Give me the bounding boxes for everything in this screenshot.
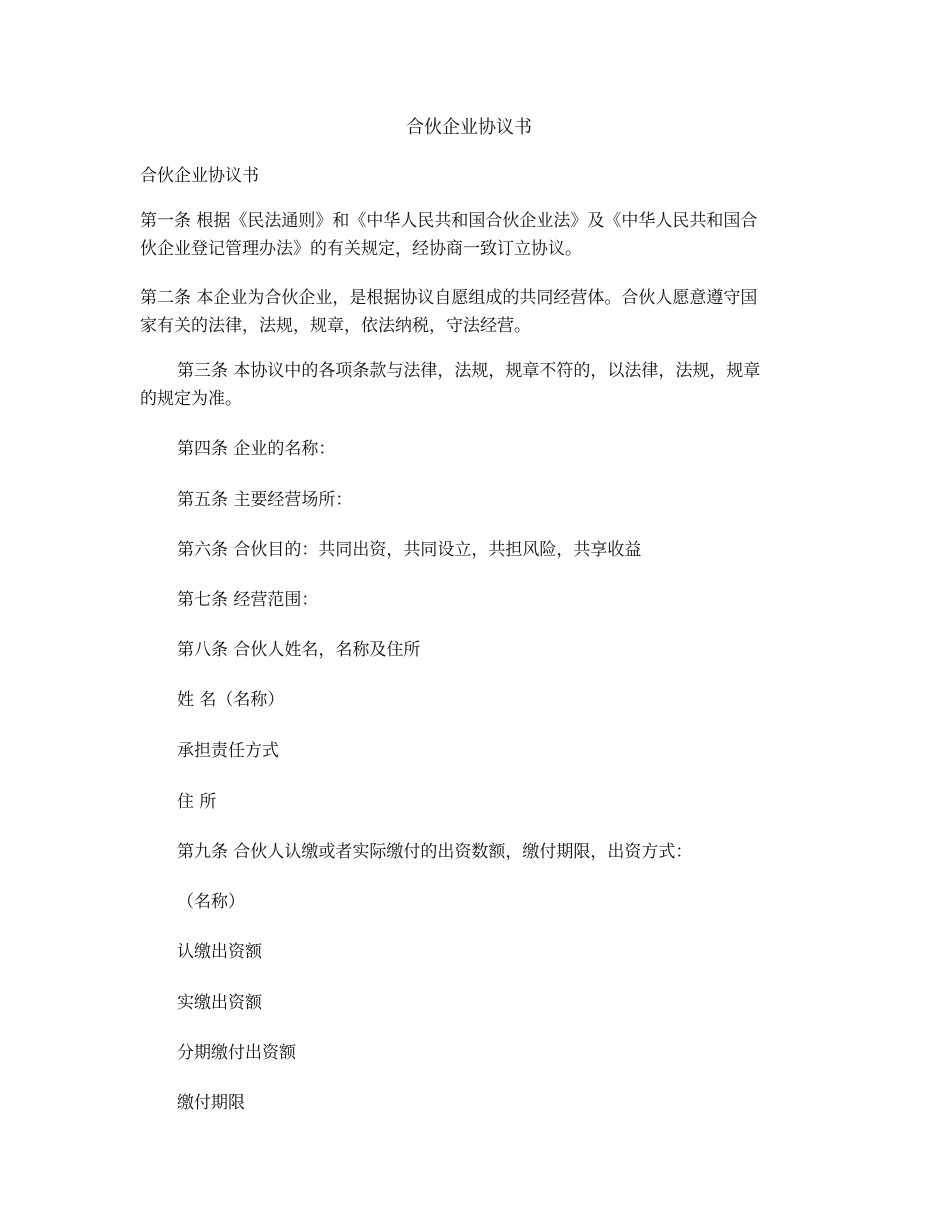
article-3: 第三条 本协议中的各项条款与法律，法规，规章不符的，以法律，法规，规章的规定为准。 xyxy=(140,361,761,409)
article-4: 第四条 企业的名称： xyxy=(177,439,336,459)
field-subscribed: 认缴出资额 xyxy=(177,942,262,962)
field-address: 住 所 xyxy=(177,792,217,812)
field-name-2: （名称） xyxy=(177,892,245,912)
field-installment: 分期缴付出资额 xyxy=(177,1043,296,1063)
document-title: 合伙企业协议书 xyxy=(406,117,532,138)
article-2: 第二条 本企业为合伙企业，是根据协议自愿组成的共同经营体。合伙人愿意遵守国家有关的法律，法规，规章，依法纳税，守法经营。 xyxy=(140,288,758,336)
field-deadline: 缴付期限 xyxy=(177,1093,245,1113)
field-paid: 实缴出资额 xyxy=(177,993,262,1013)
article-8: 第八条 合伙人姓名，名称及住所 xyxy=(177,640,421,660)
article-5: 第五条 主要经营场所： xyxy=(177,490,353,510)
field-name: 姓 名（名称） xyxy=(177,690,285,710)
field-liability: 承担责任方式 xyxy=(177,741,279,761)
article-9: 第九条 合伙人认缴或者实际缴付的出资数额，缴付期限，出资方式： xyxy=(177,842,693,862)
article-1: 第一条 根据《民法通则》和《中华人民共和国合伙企业法》及《中华人民共和国合伙企业登记管理办法》的有关规定，经协商一致订立协议。 xyxy=(140,211,758,259)
document-subtitle: 合伙企业协议书 xyxy=(140,166,259,186)
article-6: 第六条 合伙目的：共同出资，共同设立，共担风险，共享收益 xyxy=(177,540,642,560)
article-7: 第七条 经营范围： xyxy=(177,590,319,610)
